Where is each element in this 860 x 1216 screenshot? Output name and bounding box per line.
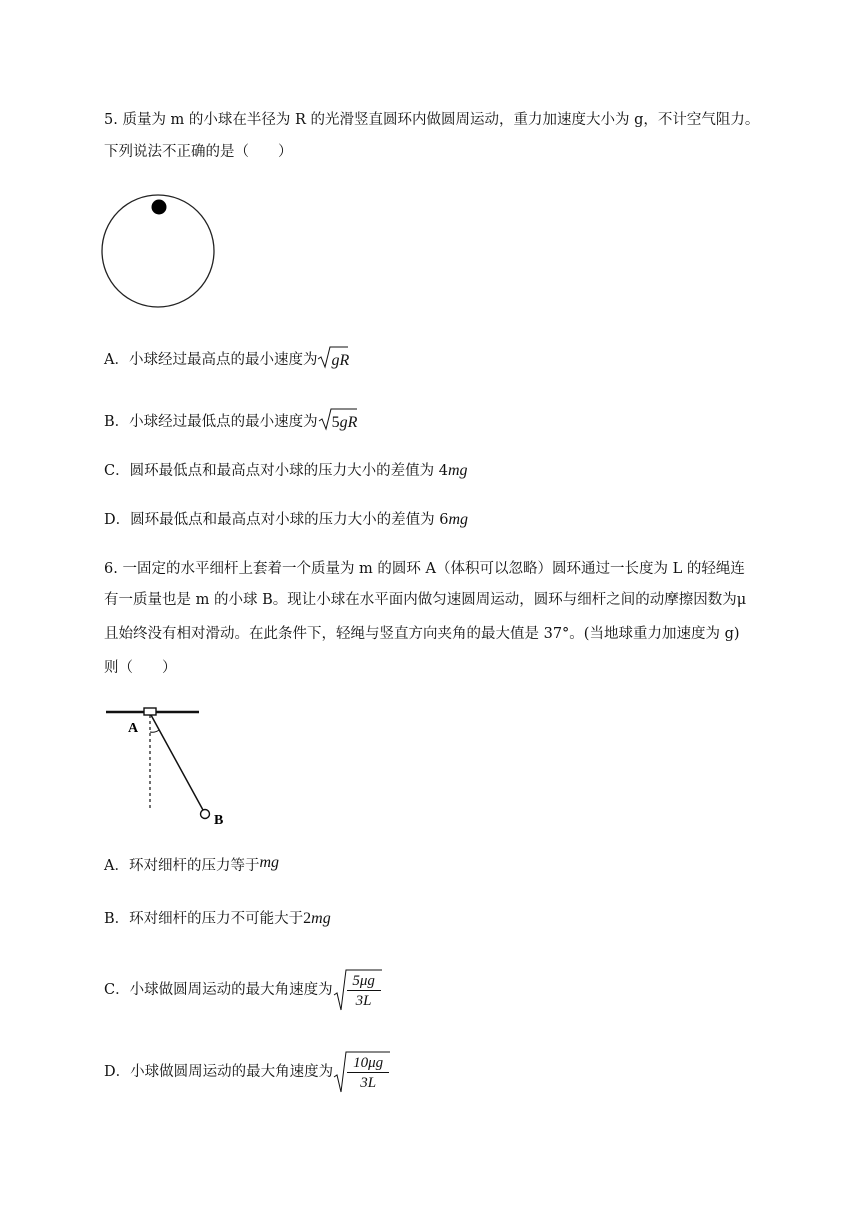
sqrt-fraction <box>333 968 383 1012</box>
q5-option-c-text: C．圆环最低点和最高点对小球的压力大小的差值为 4 <box>104 463 448 479</box>
q6-option-d-text: D．小球做圆周运动的最大角速度为 <box>104 1064 334 1080</box>
rope <box>151 715 203 810</box>
q6-option-a-expr: mg <box>259 854 280 871</box>
ball <box>152 200 167 215</box>
q5-option-b-text: B．小球经过最低点的最小速度为 <box>104 414 318 430</box>
q5-option-c-expr: mg <box>447 462 468 479</box>
q6-option-d-denominator: 3L <box>360 1075 377 1091</box>
q6-option-d-numerator: 10μg <box>347 1054 389 1073</box>
q5-stem-line2: 下列说法不正确的是（ ） <box>104 144 293 160</box>
q6-option-a <box>104 856 279 876</box>
q6-stem-line2: 有一质量也是 m 的小球 B。现让小球在水平面内做匀速圆周运动，圆环与细杆之间的动摩擦因数为μ <box>104 592 747 608</box>
q6-option-c-numerator: 5μg <box>347 972 381 991</box>
q6-option-b <box>104 909 331 929</box>
q6-option-b-text: B．环对细杆的压力不可能大于 <box>104 911 304 927</box>
q6-option-c-denominator: 3L <box>355 993 372 1009</box>
q6-pendulum-figure <box>104 700 244 832</box>
q6-option-b-num: 2 <box>303 910 312 927</box>
q6-option-c-text: C．小球做圆周运动的最大角速度为 <box>104 982 333 998</box>
q5-option-d-text: D．圆环最低点和最高点对小球的压力大小的差值为 6 <box>104 512 449 528</box>
q6-option-c <box>104 968 383 1012</box>
q6-stem-line1: 6. 一固定的水平细杆上套着一个质量为 m 的圆环 A（体积可以忽略）圆环通过一长度为 L 的轻绳连 <box>104 561 745 577</box>
q5-circle-figure <box>98 192 222 316</box>
q5-option-d <box>104 510 468 530</box>
q6-stem-line4: 则（ ） <box>104 660 177 676</box>
q5-option-a <box>104 345 349 375</box>
q6-stem-line3: 且始终没有相对滑动。在此条件下，轻绳与竖直方向夹角的最大值是 37°。(当地球重力加速度为 g) <box>104 626 740 642</box>
sqrt-fraction <box>333 1050 391 1094</box>
angle-arc <box>150 730 159 732</box>
q5-option-d-expr: mg <box>448 511 469 528</box>
q6-option-d <box>104 1050 391 1094</box>
label-b: B <box>214 813 224 828</box>
q6-option-b-expr: mg <box>311 910 331 927</box>
q5-stem-line1: 5. 质量为 m 的小球在半径为 R 的光滑竖直圆环内做圆周运动，重力加速度大小为 g，不计空气阻力。 <box>104 112 760 128</box>
q5-option-c <box>104 461 468 481</box>
q5-option-a-expr: gR <box>331 352 350 369</box>
q5-option-a-text: A．小球经过最高点的最小速度为 <box>104 352 318 368</box>
label-a: A <box>128 721 139 736</box>
ring-a <box>144 708 156 715</box>
q5-option-b-expr: gR <box>339 414 358 431</box>
q5-option-b <box>104 407 357 437</box>
q6-option-a-text: A．环对细杆的压力等于 <box>104 858 260 874</box>
ball-b <box>201 810 210 819</box>
q5-option-b-num: 5 <box>331 414 340 431</box>
